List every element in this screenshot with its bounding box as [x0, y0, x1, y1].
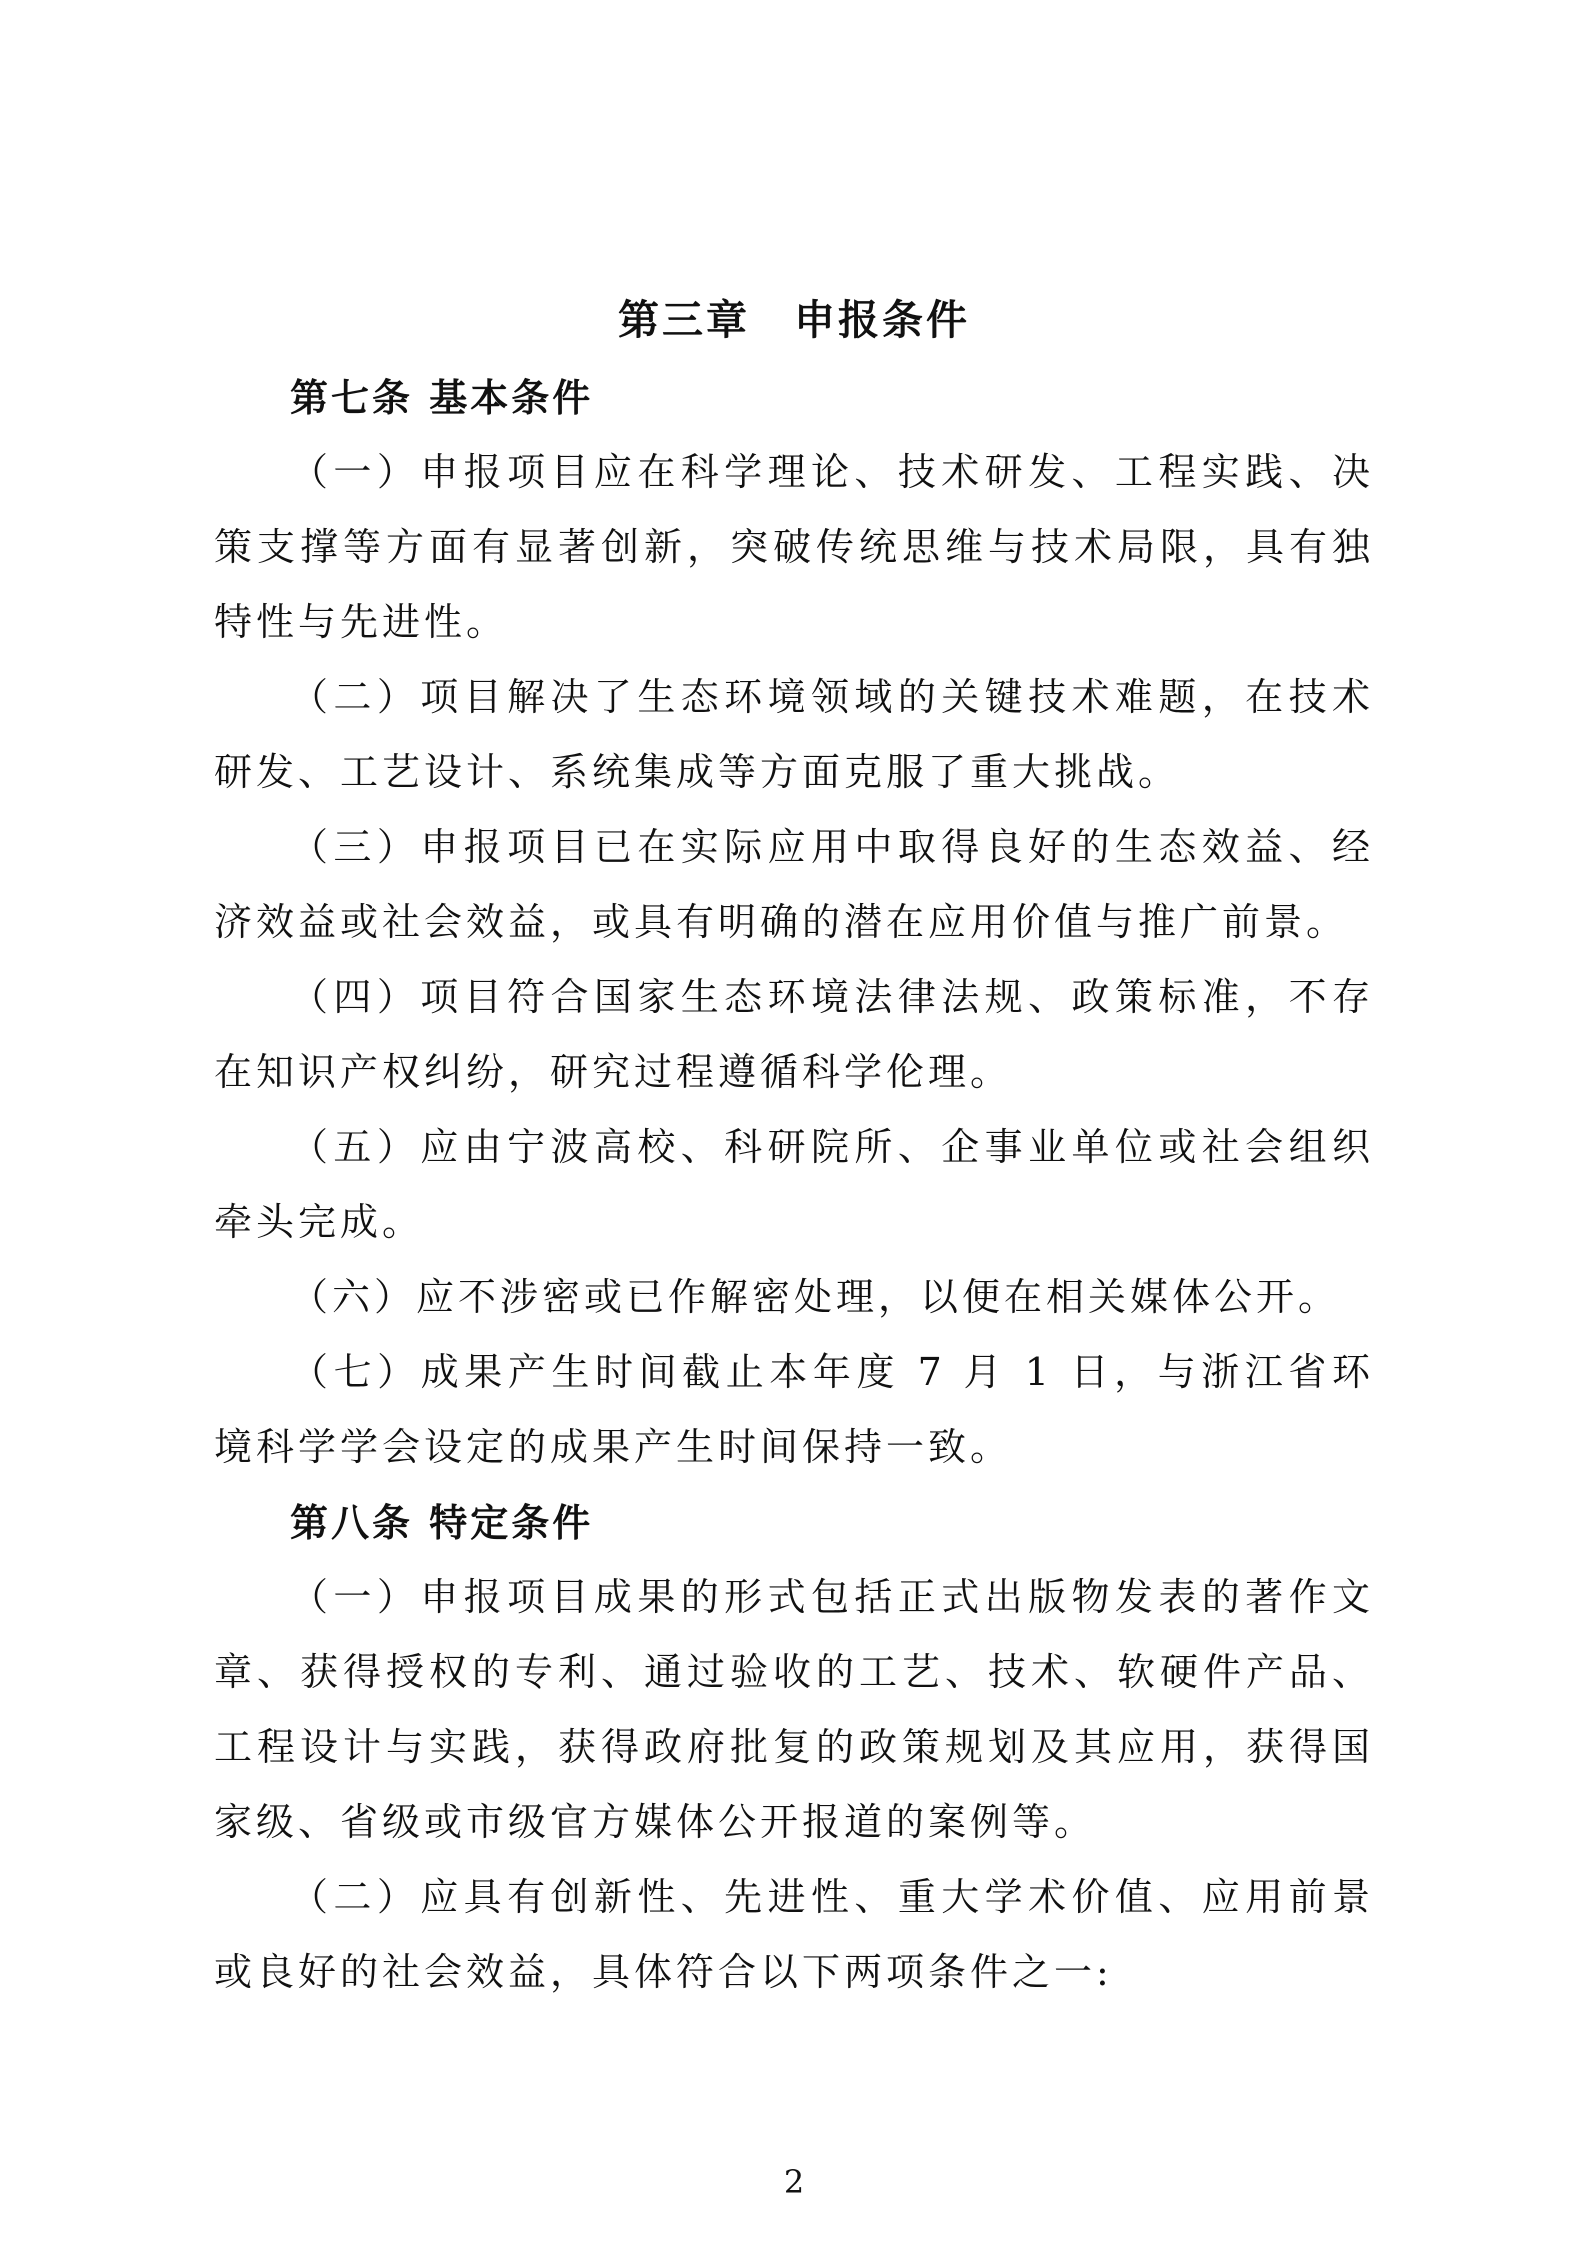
article-8-item-2: （二）应具有创新性、先进性、重大学术价值、应用前景或良好的社会效益，具体符合以下两项条件之一:	[214, 1875, 1374, 1994]
article-7-item-5: （五）应由宁波高校、科研院所、企事业单位或社会组织牵头完成。	[214, 1125, 1374, 1244]
article-7-heading: 第七条 基本条件	[290, 375, 594, 420]
document-body	[214, 360, 1374, 2010]
article-8-item-1: （一）申报项目成果的形式包括正式出版物发表的著作文章、获得授权的专利、通过验收的工艺、技术、软硬件产品、工程设计与实践，获得政府批复的政策规划及其应用，获得国家级、省级或市级官方媒体公开报道的案例等。	[214, 1575, 1374, 1844]
article-7-item-3: （三）申报项目已在实际应用中取得良好的生态效益、经济效益或社会效益，或具有明确的潜在应用价值与推广前景。	[214, 825, 1374, 944]
article-8-heading: 第八条 特定条件	[290, 1500, 594, 1545]
article-7-item-6: （六）应不涉密或已作解密处理，以便在相关媒体公开。	[290, 1275, 1341, 1319]
article-7-item-2: （二）项目解决了生态环境领域的关键技术难题，在技术研发、工艺设计、系统集成等方面克服了重大挑战。	[214, 675, 1374, 794]
article-7-item-4: （四）项目符合国家生态环境法律法规、政策标准，不存在知识产权纠纷，研究过程遵循科学伦理。	[214, 975, 1374, 1094]
page-number: 2	[783, 2163, 805, 2201]
chapter-title: 第三章 申报条件	[618, 296, 970, 344]
article-7-item-7: （七）成果产生时间截止本年度 7 月 1 日，与浙江省环境科学学会设定的成果产生时间保持一致。	[214, 1350, 1374, 1469]
article-7-item-1: （一）申报项目应在科学理论、技术研发、工程实践、决策支撑等方面有显著创新，突破传统思维与技术局限，具有独特性与先进性。	[214, 450, 1374, 644]
